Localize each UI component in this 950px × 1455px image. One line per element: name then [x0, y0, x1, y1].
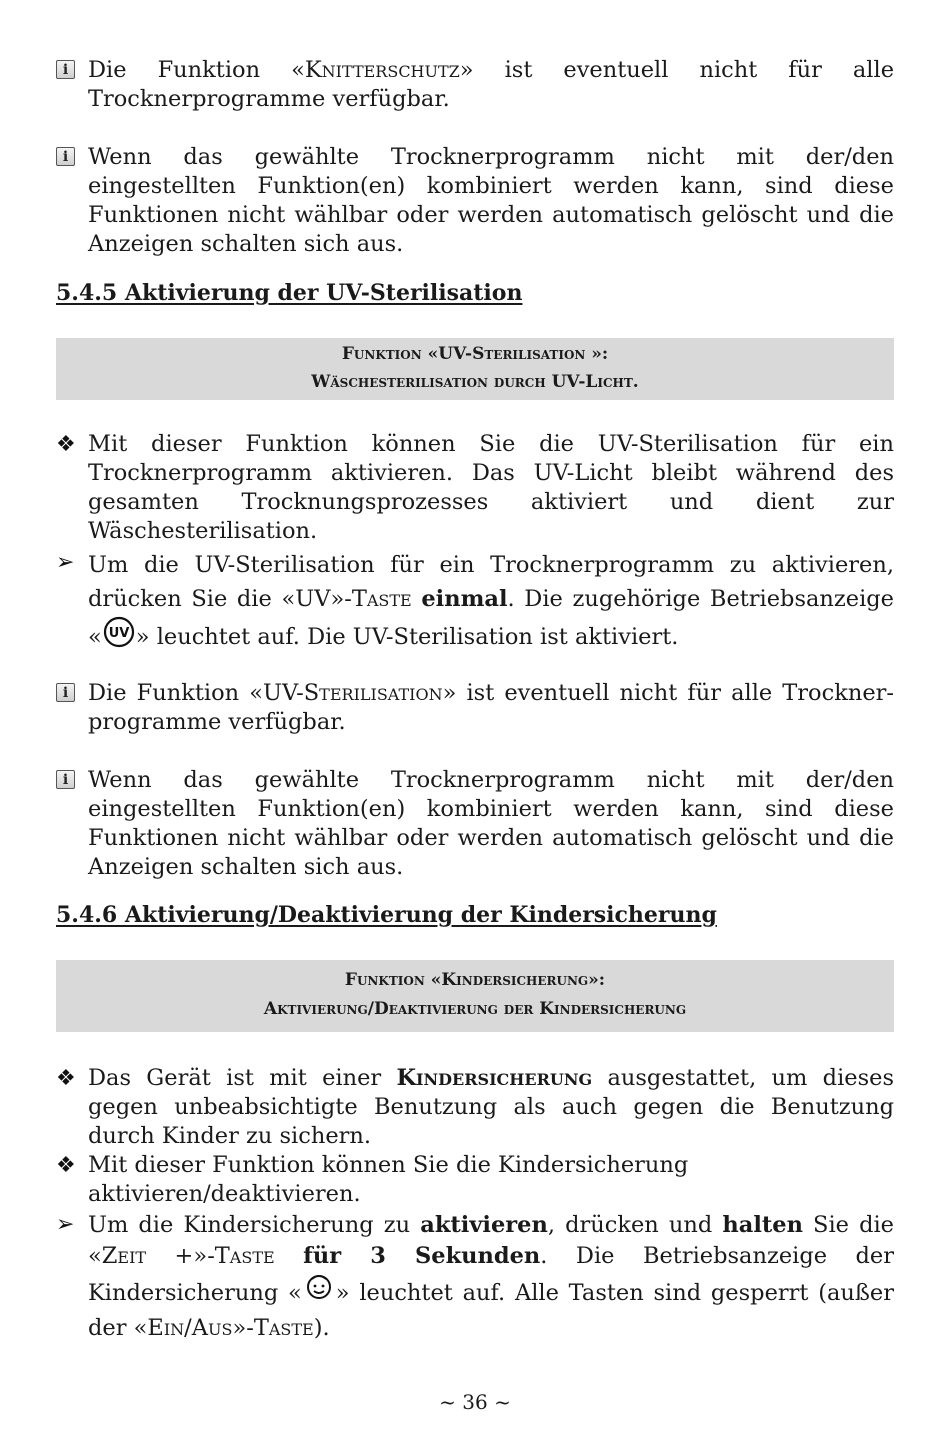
info-icon: i — [56, 683, 78, 705]
child-face-icon — [303, 1272, 335, 1313]
child-lock-description: Das Gerät ist mit einer Kindersicherung ausgestattet, um dieses gegen unbeabsichtigte Benutzung als auch gegen die Benutzung durch Kinder zu sichern. — [88, 1065, 894, 1149]
function-box-uv — [56, 338, 894, 400]
info-icon: i — [56, 147, 78, 169]
function-box-child-lock — [56, 960, 894, 1032]
arrow-bullet-icon: ➢ — [56, 1212, 75, 1237]
diamond-bullet-icon: ❖ — [56, 1153, 76, 1178]
uv-description: Mit dieser Funktion können Sie die UV-Sterilisation für ein Trocknerprogramm aktivieren. Das UV-Licht bleibt während des gesamten Trocknungsprozesses aktiviert und dient zur Wäschesterilisation. — [88, 431, 894, 544]
function-box-subtitle: Aktivierung/Deaktivierung der Kindersicherung — [263, 999, 687, 1019]
section-heading-child-lock: 5.4.6 Aktivierung/Deaktivierung der Kindersicherung — [56, 902, 717, 928]
uv-step: Um die UV-Sterilisation für ein Trocknerprogramm zu aktivieren, drücken Sie die «UV»-Taste einmal. Die zugehörige Betriebsanzeige « UV » leuchtet auf. Die UV-Sterilisation ist aktiviert. — [88, 548, 894, 658]
child-lock-function: Mit dieser Funktion können Sie die Kindersicherung aktivieren/deaktivieren. — [88, 1152, 689, 1207]
diamond-bullet-icon: ❖ — [56, 1066, 76, 1091]
child-lock-step: Um die Kindersicherung zu aktivieren, drücken und halten Sie die «Zeit +»-Taste für 3 Sekunden. Die Betriebsanzeige der Kindersicherung « » leuchtet auf. Alle Tasten sind gesperrt (außer der «Ein/Aus»-Taste). — [88, 1212, 894, 1341]
note-uv-availability: Die Funktion «UV-Sterilisation» ist eventuell nicht für alle Trockner-programme verfügbar. — [88, 680, 895, 735]
diamond-bullet-icon: ❖ — [56, 432, 76, 457]
page-number: ~ 36 ~ — [439, 1390, 511, 1414]
note-combination: Wenn das gewählte Trocknerprogramm nicht mit der/den eingestellten Funktion(en) kombiniert werden kann, sind diese Funktionen nicht wählbar oder werden automatisch gelöscht und die Anzeigen schalten sich aus. — [88, 144, 894, 257]
note-uv-combination: Wenn das gewählte Trocknerprogramm nicht mit der/den eingestellten Funktion(en) kombiniert werden kann, sind diese Funktionen nicht wählbar oder werden automatisch gelöscht und die Anzeigen schalten sich aus. — [88, 767, 894, 880]
svg-text:UV: UV — [108, 626, 130, 641]
section-heading-uv: 5.4.5 Aktivierung der UV-Sterilisation — [56, 280, 523, 306]
info-icon: i — [56, 770, 78, 792]
note-knitterschutz: Die Funktion «Knitterschutz» ist eventuell nicht für alle Trocknerprogramme verfügbar. — [88, 57, 895, 112]
function-box-subtitle: Wäschesterilisation durch UV-Licht. — [311, 372, 639, 392]
uv-indicator-icon — [103, 616, 135, 658]
arrow-bullet-icon: ➢ — [56, 550, 75, 575]
info-icon: i — [56, 60, 78, 82]
function-box-title: Funktion «UV-Sterilisation »: — [341, 344, 609, 364]
function-box-title: Funktion «Kindersicherung»: — [344, 970, 606, 990]
